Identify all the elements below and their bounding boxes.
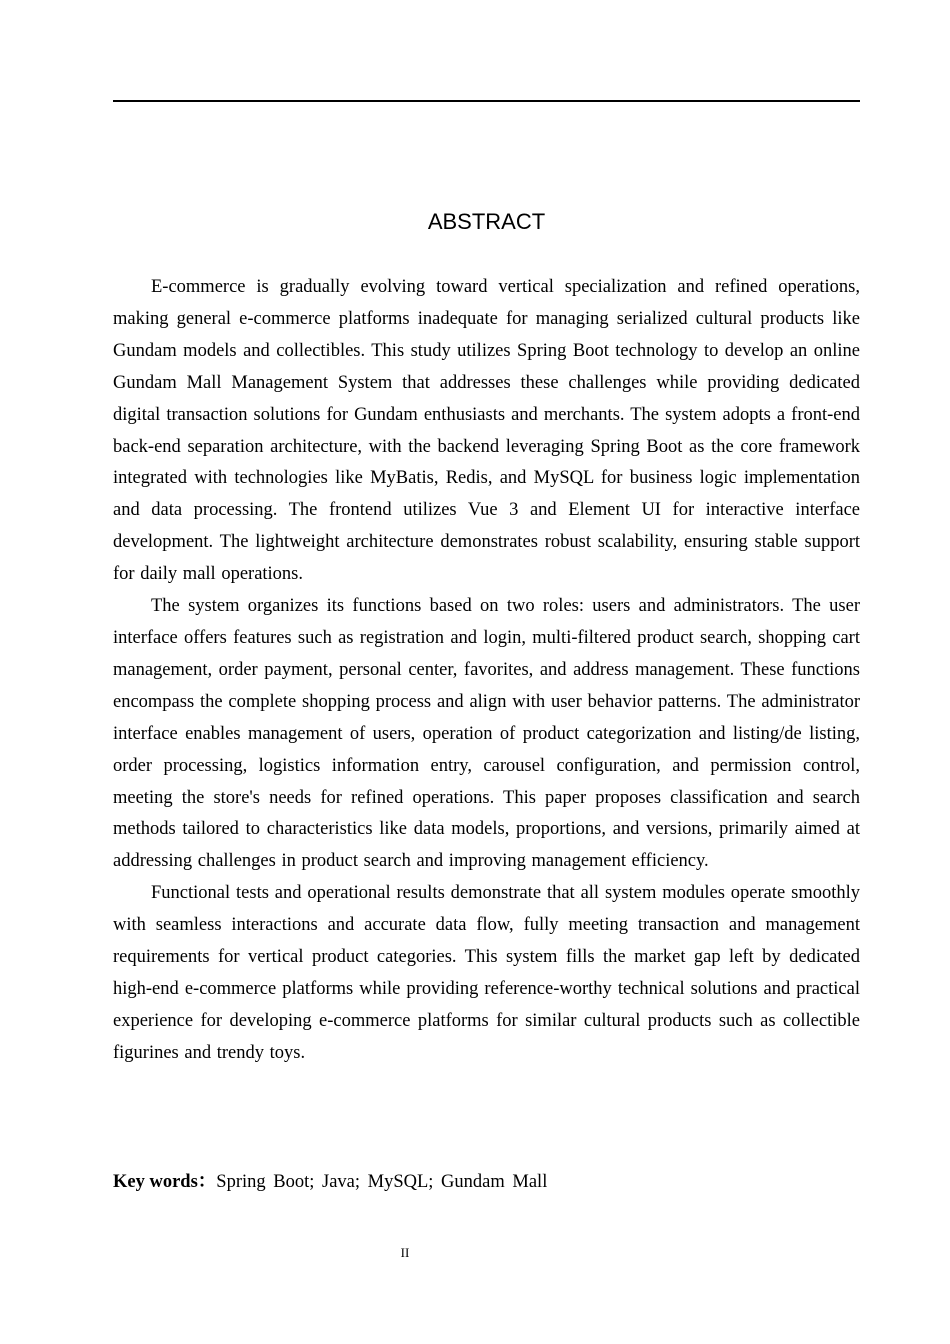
abstract-title: ABSTRACT — [427, 209, 546, 234]
keywords-values: Spring Boot; Java; MySQL; Gundam Mall — [216, 1172, 548, 1192]
abstract-paragraph-2: The system organizes its functions based on two roles: users and administrators. The user interface offers features such as registration and login, multi-filtered product search, shopping cart management, order payment, personal center, favorites, and address management. These functions encompass the complete shopping process and align with user behavior patterns. The administrator interface enables management of users, operation of product categorization and listing/de listing, order processing, logistics information entry, carousel configuration, and permission control, meeting the store's needs for refined operations. This paper proposes classification and search methods tailored to characteristics like data models, proportions, and versions, primarily aimed at addressing challenges in product search and improving management efficiency. — [113, 596, 860, 872]
keywords-line — [113, 1166, 860, 1198]
abstract-body — [113, 272, 860, 1070]
abstract-paragraph-3: Functional tests and operational results demonstrate that all system modules operate smoothly with seamless interactions and accurate data flow, fully meeting transaction and management requirements for vertical product categories. This system fills the market gap left by dedicated high-end e-commerce platforms while providing reference-worthy technical solutions and practical experience for developing e-commerce platforms for similar cultural products such as collectible figurines and trendy toys. — [113, 883, 860, 1063]
header-rule — [113, 100, 860, 102]
abstract-paragraph-1: E-commerce is gradually evolving toward vertical specialization and refined operations, making general e-commerce platforms inadequate for managing serialized cultural products like Gundam models and collectibles. This study utilizes Spring Boot technology to develop an online Gundam Mall Management System that addresses these challenges while providing dedicated digital transaction solutions for Gundam enthusiasts and merchants. The system adopts a front-end back-end separation architecture, with the backend leveraging Spring Boot as the core framework integrated with technologies like MyBatis, Redis, and MySQL for business logic implementation and data processing. The frontend utilizes Vue 3 and Element UI for interactive interface development. The lightweight architecture demonstrates robust scalability, ensuring stable support for daily mall operations. — [113, 277, 860, 585]
keywords-label: Key words： — [113, 1172, 217, 1192]
page-number: II — [400, 1245, 410, 1260]
